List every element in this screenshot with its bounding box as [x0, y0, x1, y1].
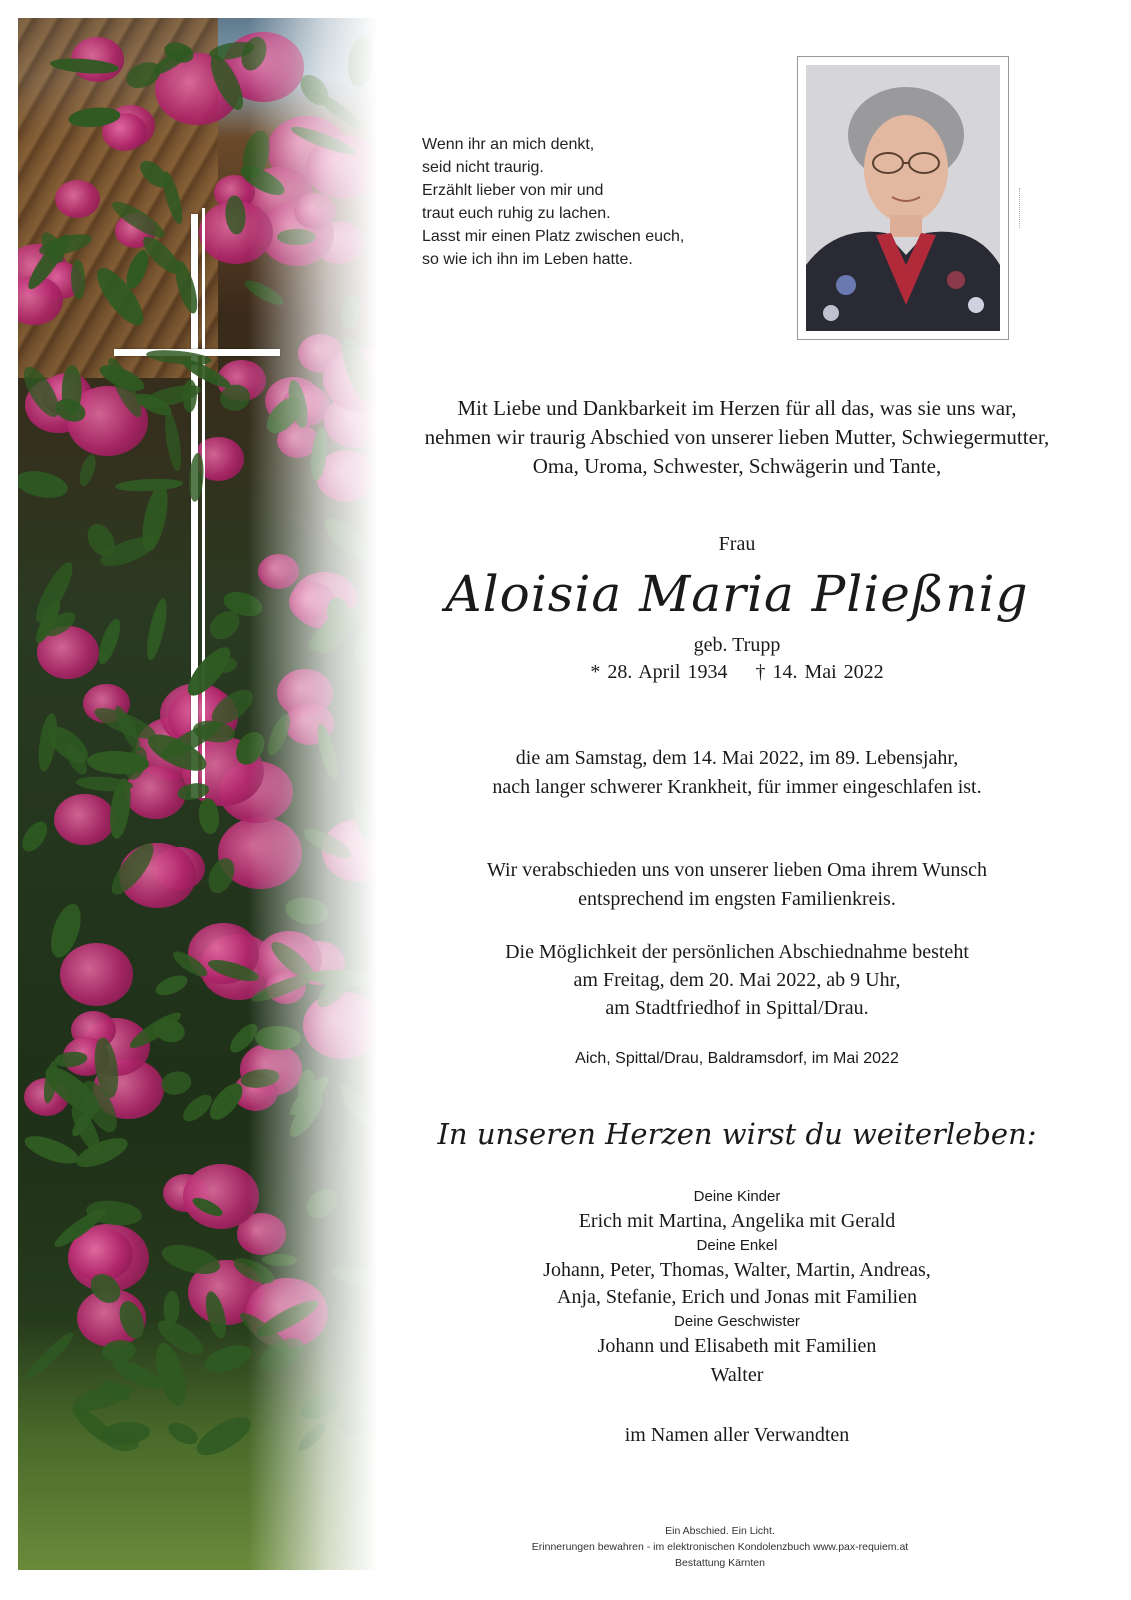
passing-line: die am Samstag, dem 14. Mai 2022, im 89. Lebensjahr,: [515, 747, 959, 769]
siblings-names: Johann und Elisabeth mit Familien: [597, 1335, 877, 1357]
children-label: Deine Kinder: [693, 1188, 781, 1205]
viewing-line: Die Möglichkeit der persönlichen Abschiednahme besteht: [505, 941, 969, 963]
footer: [420, 1523, 1020, 1571]
footer-line: Bestattung Kärnten: [675, 1557, 765, 1569]
poem-line: traut euch ruhig zu lachen.: [422, 205, 611, 222]
cross-vertical-bar-inner: [202, 208, 205, 798]
blossom-shape: [55, 180, 100, 218]
leaf-shape: [18, 817, 52, 855]
leaf-shape: [23, 1329, 78, 1383]
poem-line: Lasst mir einen Platz zwischen euch,: [422, 228, 685, 245]
farewell-line: Wir verabschieden uns von unserer lieben Oma ihrem Wunsch: [486, 859, 988, 881]
leaf-shape: [100, 1420, 150, 1445]
portrait-frame: [797, 56, 1009, 340]
footer-line: Erinnerungen bewahren - im elektronischen Kondolenzbuch www.pax-requiem.at: [531, 1541, 909, 1553]
intro-line: Mit Liebe und Dankbarkeit im Herzen für all das, was sie uns war,: [457, 396, 1017, 420]
viewing-line: am Freitag, dem 20. Mai 2022, ab 9 Uhr,: [573, 969, 901, 991]
birth-date: * 28. April 1934: [590, 661, 728, 683]
maiden-name: geb. Trupp: [693, 634, 781, 656]
footer-line: Ein Abschied. Ein Licht.: [665, 1525, 775, 1537]
scan-mark: [1019, 188, 1024, 228]
leaf-shape: [21, 1131, 82, 1170]
viewing-line: am Stadtfriedhof in Spittal/Drau.: [605, 997, 869, 1019]
life-dates: [378, 661, 1096, 684]
grandchildren-label: Deine Enkel: [696, 1237, 778, 1254]
salutation: Frau: [718, 533, 756, 555]
leaf-shape: [200, 1339, 254, 1378]
siblings-label: Deine Geschwister: [674, 1313, 800, 1330]
family-list: [378, 1186, 1096, 1389]
poem: [422, 133, 752, 271]
farewell-text: [378, 856, 1096, 914]
intro-text: [378, 394, 1096, 481]
intro-line: Oma, Uroma, Schwester, Schwägerin und Tante,: [532, 454, 942, 478]
grandchildren-names: Johann, Peter, Thomas, Walter, Martin, Andreas,: [543, 1259, 931, 1281]
viewing-text: [378, 938, 1096, 1022]
leaf-shape: [162, 411, 184, 473]
siblings-names: Walter: [710, 1364, 764, 1386]
leaf-shape: [143, 597, 171, 662]
leaf-shape: [153, 971, 190, 999]
motto: In unseren Herzen wirst du weiterleben:: [437, 1117, 1037, 1151]
signoff: im Namen aller Verwandten: [624, 1424, 850, 1446]
grandchildren-names: Anja, Stefanie, Erich und Jonas mit Familien: [557, 1286, 917, 1308]
portrait-photo: [806, 65, 1000, 331]
children-names: Erich mit Martina, Angelika mit Gerald: [578, 1210, 896, 1232]
poem-line: so wie ich ihn im Leben hatte.: [422, 251, 633, 268]
leaf-shape: [159, 1069, 194, 1098]
leaf-shape: [191, 1410, 257, 1463]
passing-line: nach langer schwerer Krankheit, für immer eingeschlafen ist.: [492, 776, 982, 798]
leaf-shape: [115, 477, 183, 492]
leaf-shape: [94, 616, 124, 667]
blossom-shape: [60, 943, 133, 1005]
death-date: † 14. Mai 2022: [755, 661, 884, 683]
farewell-line: entsprechend im engsten Familienkreis.: [578, 888, 896, 910]
leaf-shape: [138, 482, 172, 553]
poem-line: Wenn ihr an mich denkt,: [422, 136, 595, 153]
poem-line: seid nicht traurig.: [422, 159, 544, 176]
rhododendron-photo: [18, 18, 378, 1570]
leaf-shape: [77, 452, 100, 488]
poem-line: Erzählt lieber von mir und: [422, 182, 604, 199]
leaf-shape: [18, 467, 69, 502]
leaf-shape: [165, 1418, 201, 1448]
intro-line: nehmen wir traurig Abschied von unserer lieben Mutter, Schwiegermutter,: [424, 425, 1050, 449]
place-date: Aich, Spittal/Drau, Baldramsdorf, im Mai 2022: [575, 1050, 899, 1067]
blossom-shape: [54, 794, 115, 846]
deceased-name: Aloisia Maria Pließnig: [445, 565, 1029, 623]
passing-text: [378, 744, 1096, 802]
photo-fade: [248, 18, 378, 1570]
